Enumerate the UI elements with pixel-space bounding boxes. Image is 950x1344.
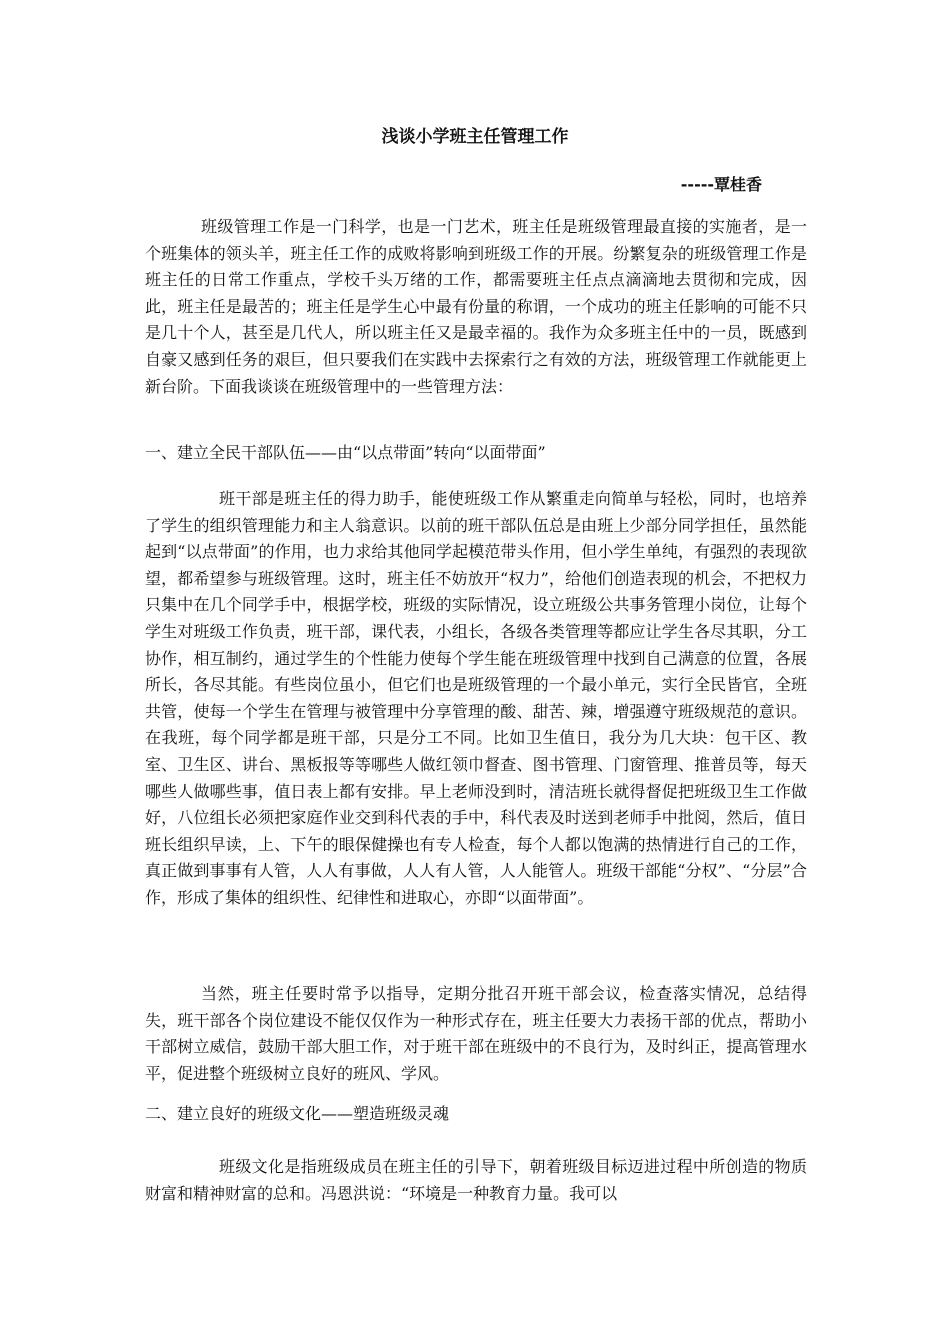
intro-paragraph: 班级管理工作是一门科学，也是一门艺术，班主任是班级管理最直接的实施者，是一个班集体的领头羊，班主任工作的成败将影响到班级工作的开展。纷繁复杂的班级管理工作是班主任的日常工作重点，学校千头万绪的工作，都需要班主任点点滴滴地去贯彻和完成，因此，班主任是最苦的；班主任是学生心中最有份量的称谓，一个成功的班主任影响的可能不只是几十个人，甚至是几代人，所以班主任又是最幸福的。我作为众多班主任中的一员，既感到自豪又感到任务的艰巨，但只要我们在实践中去探索行之有效的方法，班级管理工作就能更上新台阶。下面我谈谈在班级管理中的一些管理方法：: [145, 217, 807, 396]
section-1-paragraph-2: 当然，班主任要时常予以指导，定期分批召开班干部会议，检查落实情况，总结得失，班干部各个岗位建设不能仅仅作为一种形式存在，班主任要大力表扬干部的优点，帮助小干部树立威信，鼓励干部大胆工作，对于班干部在班级中的不良行为，及时纠正，提高管理水平，促进整个班级树立良好的班风、学风。: [145, 984, 807, 1083]
section-2-heading: 二、建立良好的班级文化——塑造班级灵魂: [145, 1104, 450, 1123]
section-1-paragraph-1: 班干部是班主任的得力助手，能使班级工作从繁重走向简单与轻松，同时，也培养了学生的组织管理能力和主人翁意识。以前的班干部队伍总是由班上少部分同学担任，虽然能起到“以点带面”的作用，也力求给其他同学起模范带头作用，但小学生单纯，有强烈的表现欲望，都希望参与班级管理。这时，班主任不妨放开“权力”，给他们创造表现的机会，不把权力只集中在几个同学手中，根据学校，班级的实际情况，设立班级公共事务管理小岗位，让每个学生对班级工作负责，班干部，课代表，小组长，各级各类管理等都应让学生各尽其职，分工协作，相互制约，通过学生的个性能力使每个学生能在班级管理中找到自己满意的位置，各展所长，各尽其能。有些岗位虽小，但它们也是班级管理的一个最小单元，实行全民皆官，全班共管，使每一个学生在管理与被管理中分享管理的酸、甜苦、辣，增强遵守班级规范的意识。在我班，每个同学都是班干部，只是分工不同。比如卫生值日，我分为几大块：包干区、教室、卫生区、讲台、黑板报等等哪些人做红领巾督查、图书管理、门窗管理、推普员等，每天哪些人做哪些事，值日表上都有安排。早上老师没到时，清洁班长就得督促把班级卫生工作做好，八位组长必须把家庭作业交到科代表的手中，科代表及时送到老师手中批阅，然后，值日班长组织早读，上、下午的眼保健操也有专人检查，每个人都以饱满的热情进行自己的工作，真正做到事事有人管，人人有事做，人人有人管，人人能管人。班级干部能“分权”、“分层”合作，形成了集体的组织性、纪律性和进取心，亦即“以面带面”。: [145, 489, 807, 907]
section-2-paragraph-1: 班级文化是指班级成员在班主任的引导下，朝着班级目标迈进过程中所创造的物质财富和精神财富的总和。冯恩洪说：“环境是一种教育力量。我可以: [145, 1157, 807, 1203]
section-1-heading: 一、建立全民干部队伍——由“以点带面”转向“以面带面”: [145, 443, 546, 462]
document-author: -----覃桂香: [680, 175, 762, 194]
document-title: 浅谈小学班主任管理工作: [381, 127, 569, 147]
